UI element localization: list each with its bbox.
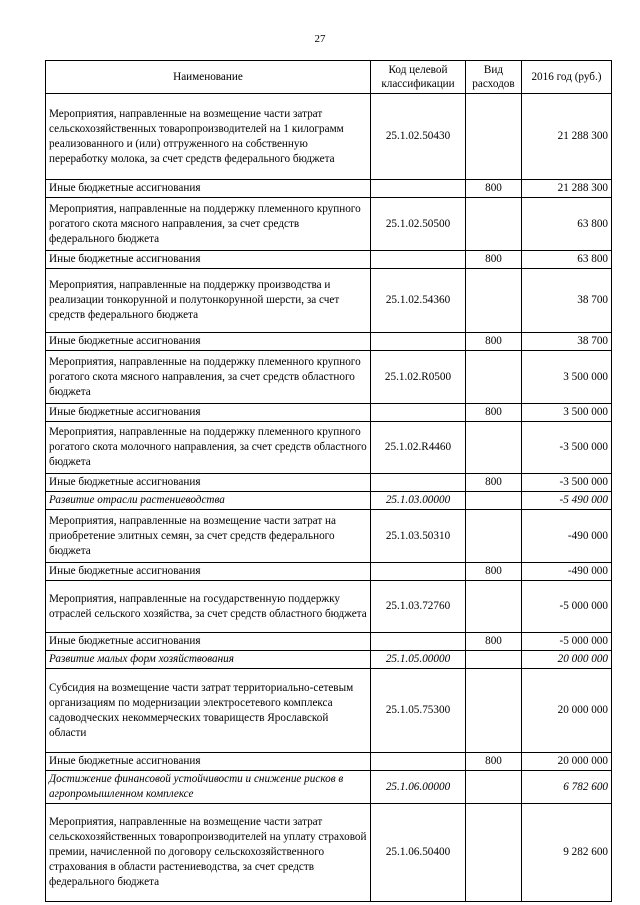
row-code <box>371 474 466 492</box>
row-code <box>371 633 466 651</box>
row-name: Иные бюджетные ассигнования <box>46 251 371 269</box>
row-code: 25.1.03.50310 <box>371 510 466 563</box>
row-kind <box>466 269 522 333</box>
row-kind <box>466 351 522 404</box>
row-name: Иные бюджетные ассигнования <box>46 633 371 651</box>
row-amount: 3 500 000 <box>522 351 612 404</box>
row-kind <box>466 94 522 180</box>
row-amount: 20 000 000 <box>522 669 612 753</box>
row-kind <box>466 198 522 251</box>
row-amount: -3 500 000 <box>522 422 612 474</box>
row-name: Иные бюджетные ассигнования <box>46 474 371 492</box>
row-kind: 800 <box>466 474 522 492</box>
row-code: 25.1.06.50400 <box>371 804 466 902</box>
row-name: Мероприятия, направленные на поддержку племенного крупного рогатого скота мясного направления, за счет средств федерального бюджета <box>46 198 371 251</box>
row-code: 25.1.05.00000 <box>371 651 466 669</box>
table-row <box>46 804 612 902</box>
table-row <box>46 651 612 669</box>
row-code <box>371 251 466 269</box>
row-code: 25.1.06.00000 <box>371 771 466 804</box>
row-amount: 63 800 <box>522 251 612 269</box>
row-kind: 800 <box>466 753 522 771</box>
row-kind <box>466 771 522 804</box>
row-name: Иные бюджетные ассигнования <box>46 180 371 198</box>
row-amount: -5 490 000 <box>522 492 612 510</box>
row-kind <box>466 669 522 753</box>
row-amount: 21 288 300 <box>522 94 612 180</box>
header-code: Код целевой классификации <box>371 61 466 94</box>
row-code: 25.1.03.72760 <box>371 581 466 633</box>
table-row <box>46 771 612 804</box>
table-row <box>46 474 612 492</box>
row-kind: 800 <box>466 180 522 198</box>
row-code: 25.1.02.50430 <box>371 94 466 180</box>
row-name: Мероприятия, направленные на поддержку племенного крупного рогатого скота мясного направления, за счет средств областного бюджета <box>46 351 371 404</box>
header-name: Наименование <box>46 61 371 94</box>
row-code <box>371 753 466 771</box>
row-code: 25.1.03.00000 <box>371 492 466 510</box>
row-amount: -5 000 000 <box>522 633 612 651</box>
row-name: Мероприятия, направленные на возмещение части затрат на приобретение элитных семян, за счет средств федерального бюджета <box>46 510 371 563</box>
table-row <box>46 198 612 251</box>
row-code <box>371 404 466 422</box>
row-amount: -490 000 <box>522 563 612 581</box>
row-name: Мероприятия, направленные на поддержку племенного крупного рогатого скота молочного направления, за счет средств областного бюджета <box>46 422 371 474</box>
table-row <box>46 581 612 633</box>
row-name: Иные бюджетные ассигнования <box>46 753 371 771</box>
row-amount: 20 000 000 <box>522 651 612 669</box>
row-kind: 800 <box>466 633 522 651</box>
header-kind: Вид расходов <box>466 61 522 94</box>
table-row <box>46 422 612 474</box>
row-kind <box>466 492 522 510</box>
table-row <box>46 251 612 269</box>
row-name: Иные бюджетные ассигнования <box>46 333 371 351</box>
table-row <box>46 633 612 651</box>
table-row <box>46 753 612 771</box>
row-code: 25.1.02.R4460 <box>371 422 466 474</box>
header-amount: 2016 год (руб.) <box>522 61 612 94</box>
row-amount: 63 800 <box>522 198 612 251</box>
row-name: Мероприятия, направленные на поддержку производства и реализации тонкорунной и полутонкорунной шерсти, за счет средств федерального бюджета <box>46 269 371 333</box>
row-amount: 3 500 000 <box>522 404 612 422</box>
table-row <box>46 492 612 510</box>
row-amount: -5 000 000 <box>522 581 612 633</box>
row-amount: -3 500 000 <box>522 474 612 492</box>
row-name: Субсидия на возмещение части затрат территориально-сетевым организациям по модернизации электросетевого комплекса садоводческих некоммерческих товариществ Ярославской области <box>46 669 371 753</box>
row-kind <box>466 422 522 474</box>
row-code: 25.1.02.R0500 <box>371 351 466 404</box>
row-code: 25.1.05.75300 <box>371 669 466 753</box>
row-name: Развитие малых форм хозяйствования <box>46 651 371 669</box>
row-name: Мероприятия, направленные на возмещение части затрат сельскохозяйственных товаропроизводителей на 1 килограмм реализованного и (или) отгруженного на собственную переработку молока, за счет средств федерального бюджета <box>46 94 371 180</box>
row-amount: 9 282 600 <box>522 804 612 902</box>
table-row <box>46 351 612 404</box>
table-row <box>46 333 612 351</box>
row-name: Иные бюджетные ассигнования <box>46 563 371 581</box>
row-kind <box>466 510 522 563</box>
table-row <box>46 510 612 563</box>
row-kind: 800 <box>466 251 522 269</box>
budget-table <box>45 60 612 902</box>
row-name: Мероприятия, направленные на государственную поддержку отраслей сельского хозяйства, за счет средств областного бюджета <box>46 581 371 633</box>
table-row <box>46 669 612 753</box>
row-name: Достижение финансовой устойчивости и снижение рисков в агропромышленном комплексе <box>46 771 371 804</box>
table-row <box>46 180 612 198</box>
row-amount: 6 782 600 <box>522 771 612 804</box>
row-amount: 20 000 000 <box>522 753 612 771</box>
table-header-row <box>46 61 612 94</box>
row-code <box>371 180 466 198</box>
table-body <box>46 94 612 902</box>
row-amount: 21 288 300 <box>522 180 612 198</box>
row-code: 25.1.02.54360 <box>371 269 466 333</box>
row-code <box>371 563 466 581</box>
row-kind <box>466 804 522 902</box>
row-kind <box>466 651 522 669</box>
row-name: Иные бюджетные ассигнования <box>46 404 371 422</box>
table-row <box>46 404 612 422</box>
row-code: 25.1.02.50500 <box>371 198 466 251</box>
row-kind <box>466 581 522 633</box>
row-kind: 800 <box>466 563 522 581</box>
row-amount: -490 000 <box>522 510 612 563</box>
table-row <box>46 269 612 333</box>
row-name: Мероприятия, направленные на возмещение части затрат сельскохозяйственных товаропроизводителей на уплату страховой премии, начисленной по договору сельскохозяйственного страхования в области растениеводства, за счет средств федерального бюджета <box>46 804 371 902</box>
page-number: 27 <box>314 33 326 45</box>
row-kind: 800 <box>466 404 522 422</box>
table-row <box>46 563 612 581</box>
row-kind: 800 <box>466 333 522 351</box>
row-name: Развитие отрасли растениеводства <box>46 492 371 510</box>
row-code <box>371 333 466 351</box>
row-amount: 38 700 <box>522 333 612 351</box>
table-row <box>46 94 612 180</box>
row-amount: 38 700 <box>522 269 612 333</box>
